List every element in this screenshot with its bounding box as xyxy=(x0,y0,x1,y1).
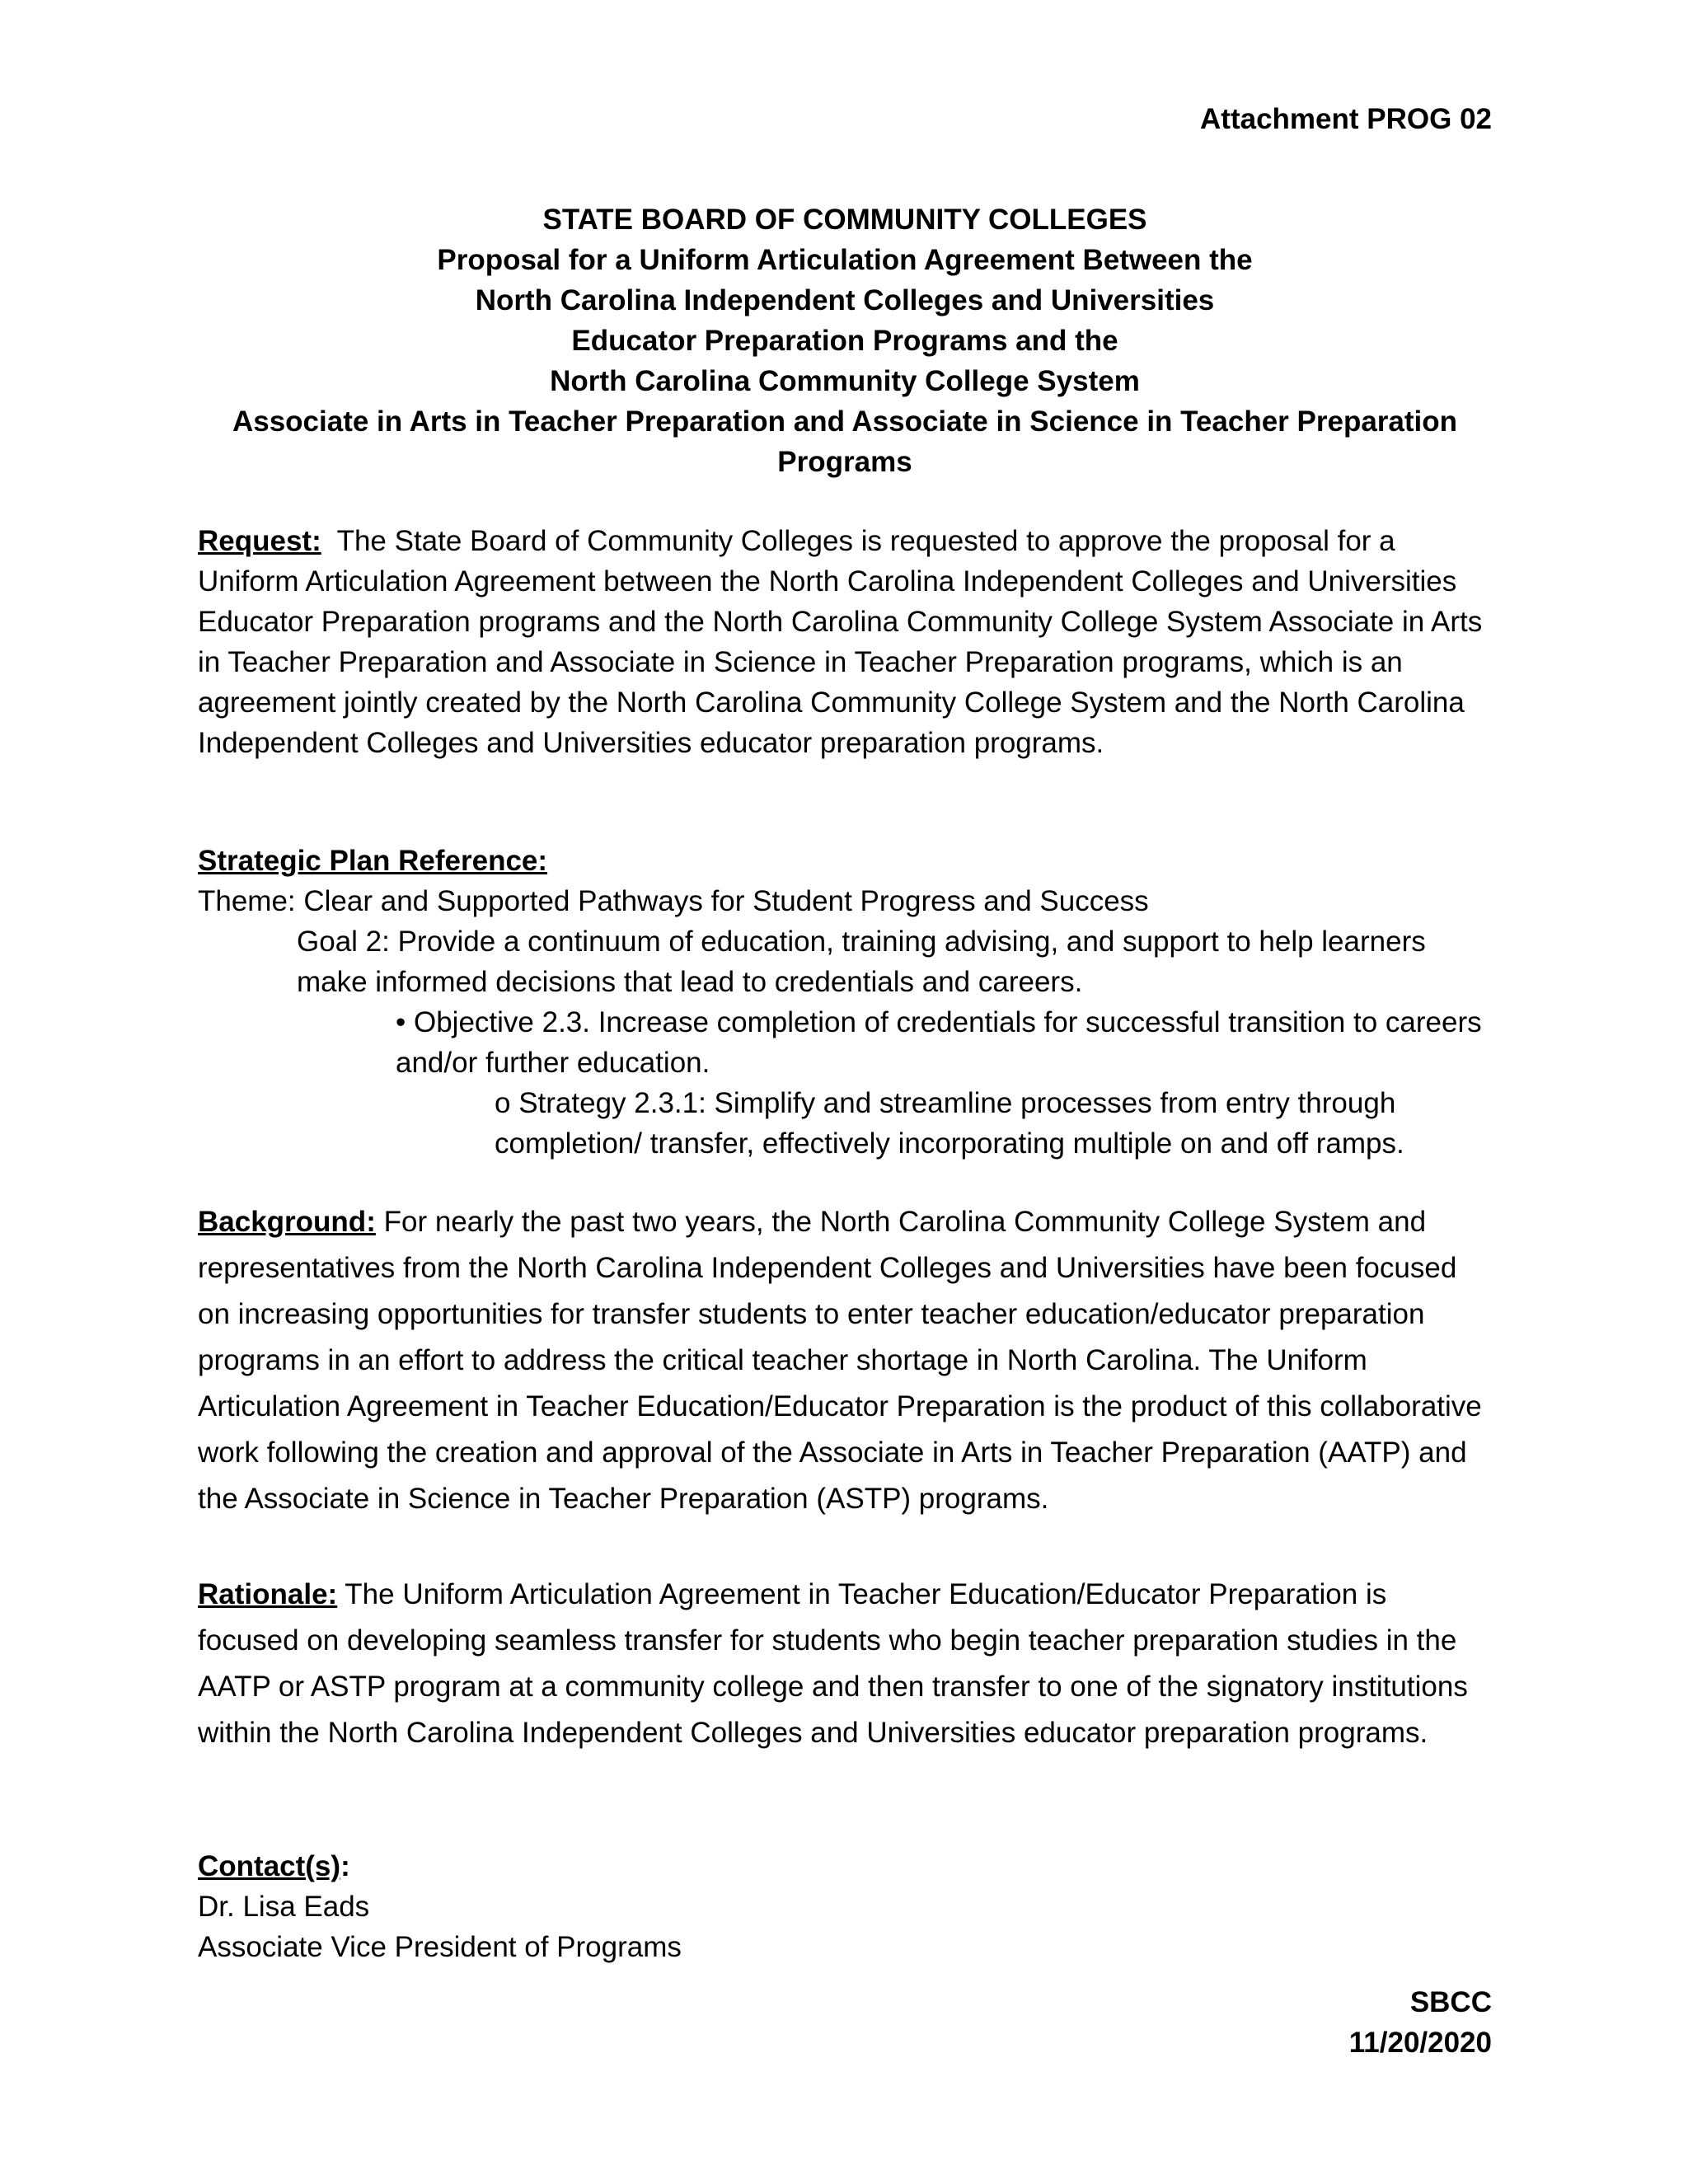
strategic-plan-section xyxy=(198,841,1492,1164)
background-section xyxy=(198,1199,1492,1522)
contacts-colon: : xyxy=(340,1850,350,1882)
title-line: Programs xyxy=(777,446,912,478)
footer-org: SBCC xyxy=(1409,1986,1492,2018)
contacts-section xyxy=(198,1846,1492,1967)
contacts-label: Contact(s) xyxy=(198,1850,341,1882)
rationale-text: The Uniform Articulation Agreement in Teacher Education/Educator Preparation is focused on developing seamless transfer for students who begin teacher preparation studies in the AATP or ASTP program at a community college and then transfer to one of the signatory institutions within the North Carolina Independent Colleges and Universities educator preparation programs. xyxy=(198,1578,1468,1749)
title-line: Associate in Arts in Teacher Preparation and Associate in Science in Teacher Preparation xyxy=(232,405,1458,438)
rationale-label: Rationale: xyxy=(198,1578,338,1610)
contact-name: Dr. Lisa Eads xyxy=(198,1891,370,1923)
background-text: For nearly the past two years, the North Carolina Community College System and representatives from the North Carolina Independent Colleges and Universities have been focused on increasing opportunities for transfer students to enter teacher education/educator preparation programs in an effort to address the critical teacher shortage in North Carolina. The Uniform Articulation Agreement in Teacher Education/Educator Preparation is the product of this collaborative work following the creation and approval of the Associate in Arts in Teacher Preparation (AATP) and the Associate in Science in Teacher Preparation (ASTP) programs. xyxy=(198,1206,1482,1515)
footer-date: 11/20/2020 xyxy=(1348,2027,1492,2059)
title-line: STATE BOARD OF COMMUNITY COLLEGES xyxy=(542,204,1147,236)
title-line: North Carolina Independent Colleges and Universities xyxy=(475,284,1215,316)
title-line: Educator Preparation Programs and the xyxy=(571,325,1118,357)
document-title xyxy=(198,199,1492,482)
request-label: Request: xyxy=(198,525,321,557)
strategic-strategy: o Strategy 2.3.1: Simplify and streamline processes from entry through completion/ transfer, effectively incorporating multiple on and off ramps. xyxy=(495,1087,1404,1160)
background-label: Background: xyxy=(198,1206,376,1238)
strategic-objective: • Objective 2.3. Increase completion of credentials for successful transition to careers and/or further education. xyxy=(396,1006,1482,1079)
title-line: North Carolina Community College System xyxy=(550,365,1140,397)
request-text: The State Board of Community Colleges is requested to approve the proposal for a Uniform Articulation Agreement between the North Carolina Independent Colleges and Universities Educator Preparation programs and the North Carolina Community College System Associate in Arts in Teacher Preparation and Associate in Science in Teacher Preparation programs, which is an agreement jointly created by the North Carolina Community College System and the North Carolina Independent Colleges and Universities educator preparation programs. xyxy=(198,525,1483,759)
contact-role: Associate Vice President of Programs xyxy=(198,1931,682,1963)
title-line: Proposal for a Uniform Articulation Agreement Between the xyxy=(437,244,1253,276)
strategic-theme: Theme: Clear and Supported Pathways for Student Progress and Success xyxy=(198,885,1149,917)
rationale-section xyxy=(198,1572,1492,1756)
attachment-label: Attachment PROG 02 xyxy=(1200,103,1492,135)
footer xyxy=(1349,1982,1492,2063)
request-section xyxy=(198,521,1492,763)
strategic-goal: Goal 2: Provide a continuum of education, training advising, and support to help learners make informed decisions that lead to credentials and careers. xyxy=(297,926,1426,998)
strategic-plan-label: Strategic Plan Reference: xyxy=(198,845,548,877)
